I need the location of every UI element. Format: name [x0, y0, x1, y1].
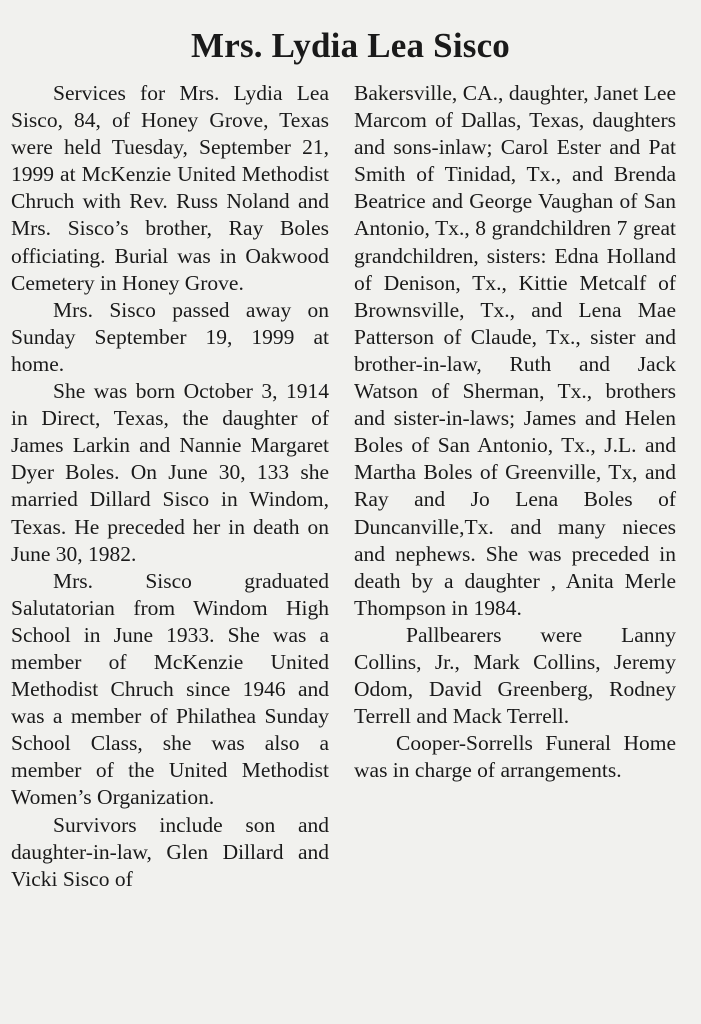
paragraph-survivors-continued: Bakersville, CA., daughter, Janet Lee Marcom of Dallas, Texas, daughters and sons-inlaw; Carol Ester and Pat Smith of Tinidad, Tx., and Brenda Beatrice and George Vaughan of San Antonio, Tx., 8 grandchildren 7 great grandchildren, sisters: Edna Holland of Denison, Tx., Kittie Metcalf of Brownsville, Tx., and Lena Mae Patterson of Claude, Tx., sister and brother-in-law, Ruth and Jack Watson of Sherman, Tx., brothers and sister-in-laws; James and Helen Boles of San Antonio, Tx., J.L. and Martha Boles of Greenville, Tx, and Ray and Jo Lena Boles of Duncanville,Tx. and many nieces and nephews. She was preceded in death by a daughter , Anita Merle Thompson in 1984. [354, 81, 676, 620]
paragraph-services: Services for Mrs. Lydia Lea Sisco, 84, of Honey Grove, Texas were held Tuesday, September 21, 1999 at McKenzie United Methodist Chruch with Rev. Russ Noland and Mrs. Sisco’s brother, Ray Boles officiating. Burial was in Oakwood Cemetery in Honey Grove. [11, 81, 329, 295]
paragraph-pallbearers: Pallbearers were Lanny Collins, Jr., Mark Collins, Jeremy Odom, David Greenberg, Rodney Terrell and Mack Terrell. [354, 622, 676, 729]
article-title: Mrs. Lydia Lea Sisco [190, 26, 511, 65]
paragraph-graduated: Mrs. Sisco graduated Salutatorian from Windom High School in June 1933. She was a member of McKenzie United Methodist Chruch since 1946 and was a member of Philathea Sunday School Class, she was also a member of the United Methodist Women’s Organization. [11, 568, 329, 810]
paragraph-funeral-home: Cooper-Sorrells Funeral Home was in charge of arrangements. [354, 731, 676, 783]
paragraph-passed-away: Mrs. Sisco passed away on Sunday September 19, 1999 at home. [11, 297, 329, 376]
paragraph-survivors-start: Survivors include son and daughter-in-law, Glen Dillard and Vicki Sisco of [11, 812, 329, 891]
right-column [354, 80, 676, 784]
paragraph-born: She was born October 3, 1914 in Direct, Texas, the daughter of James Larkin and Nannie Margaret Dyer Boles. On June 30, 133 she married Dillard Sisco in Windom, Texas. He preceded her in death on June 30, 1982. [11, 379, 329, 566]
left-column [11, 80, 329, 893]
